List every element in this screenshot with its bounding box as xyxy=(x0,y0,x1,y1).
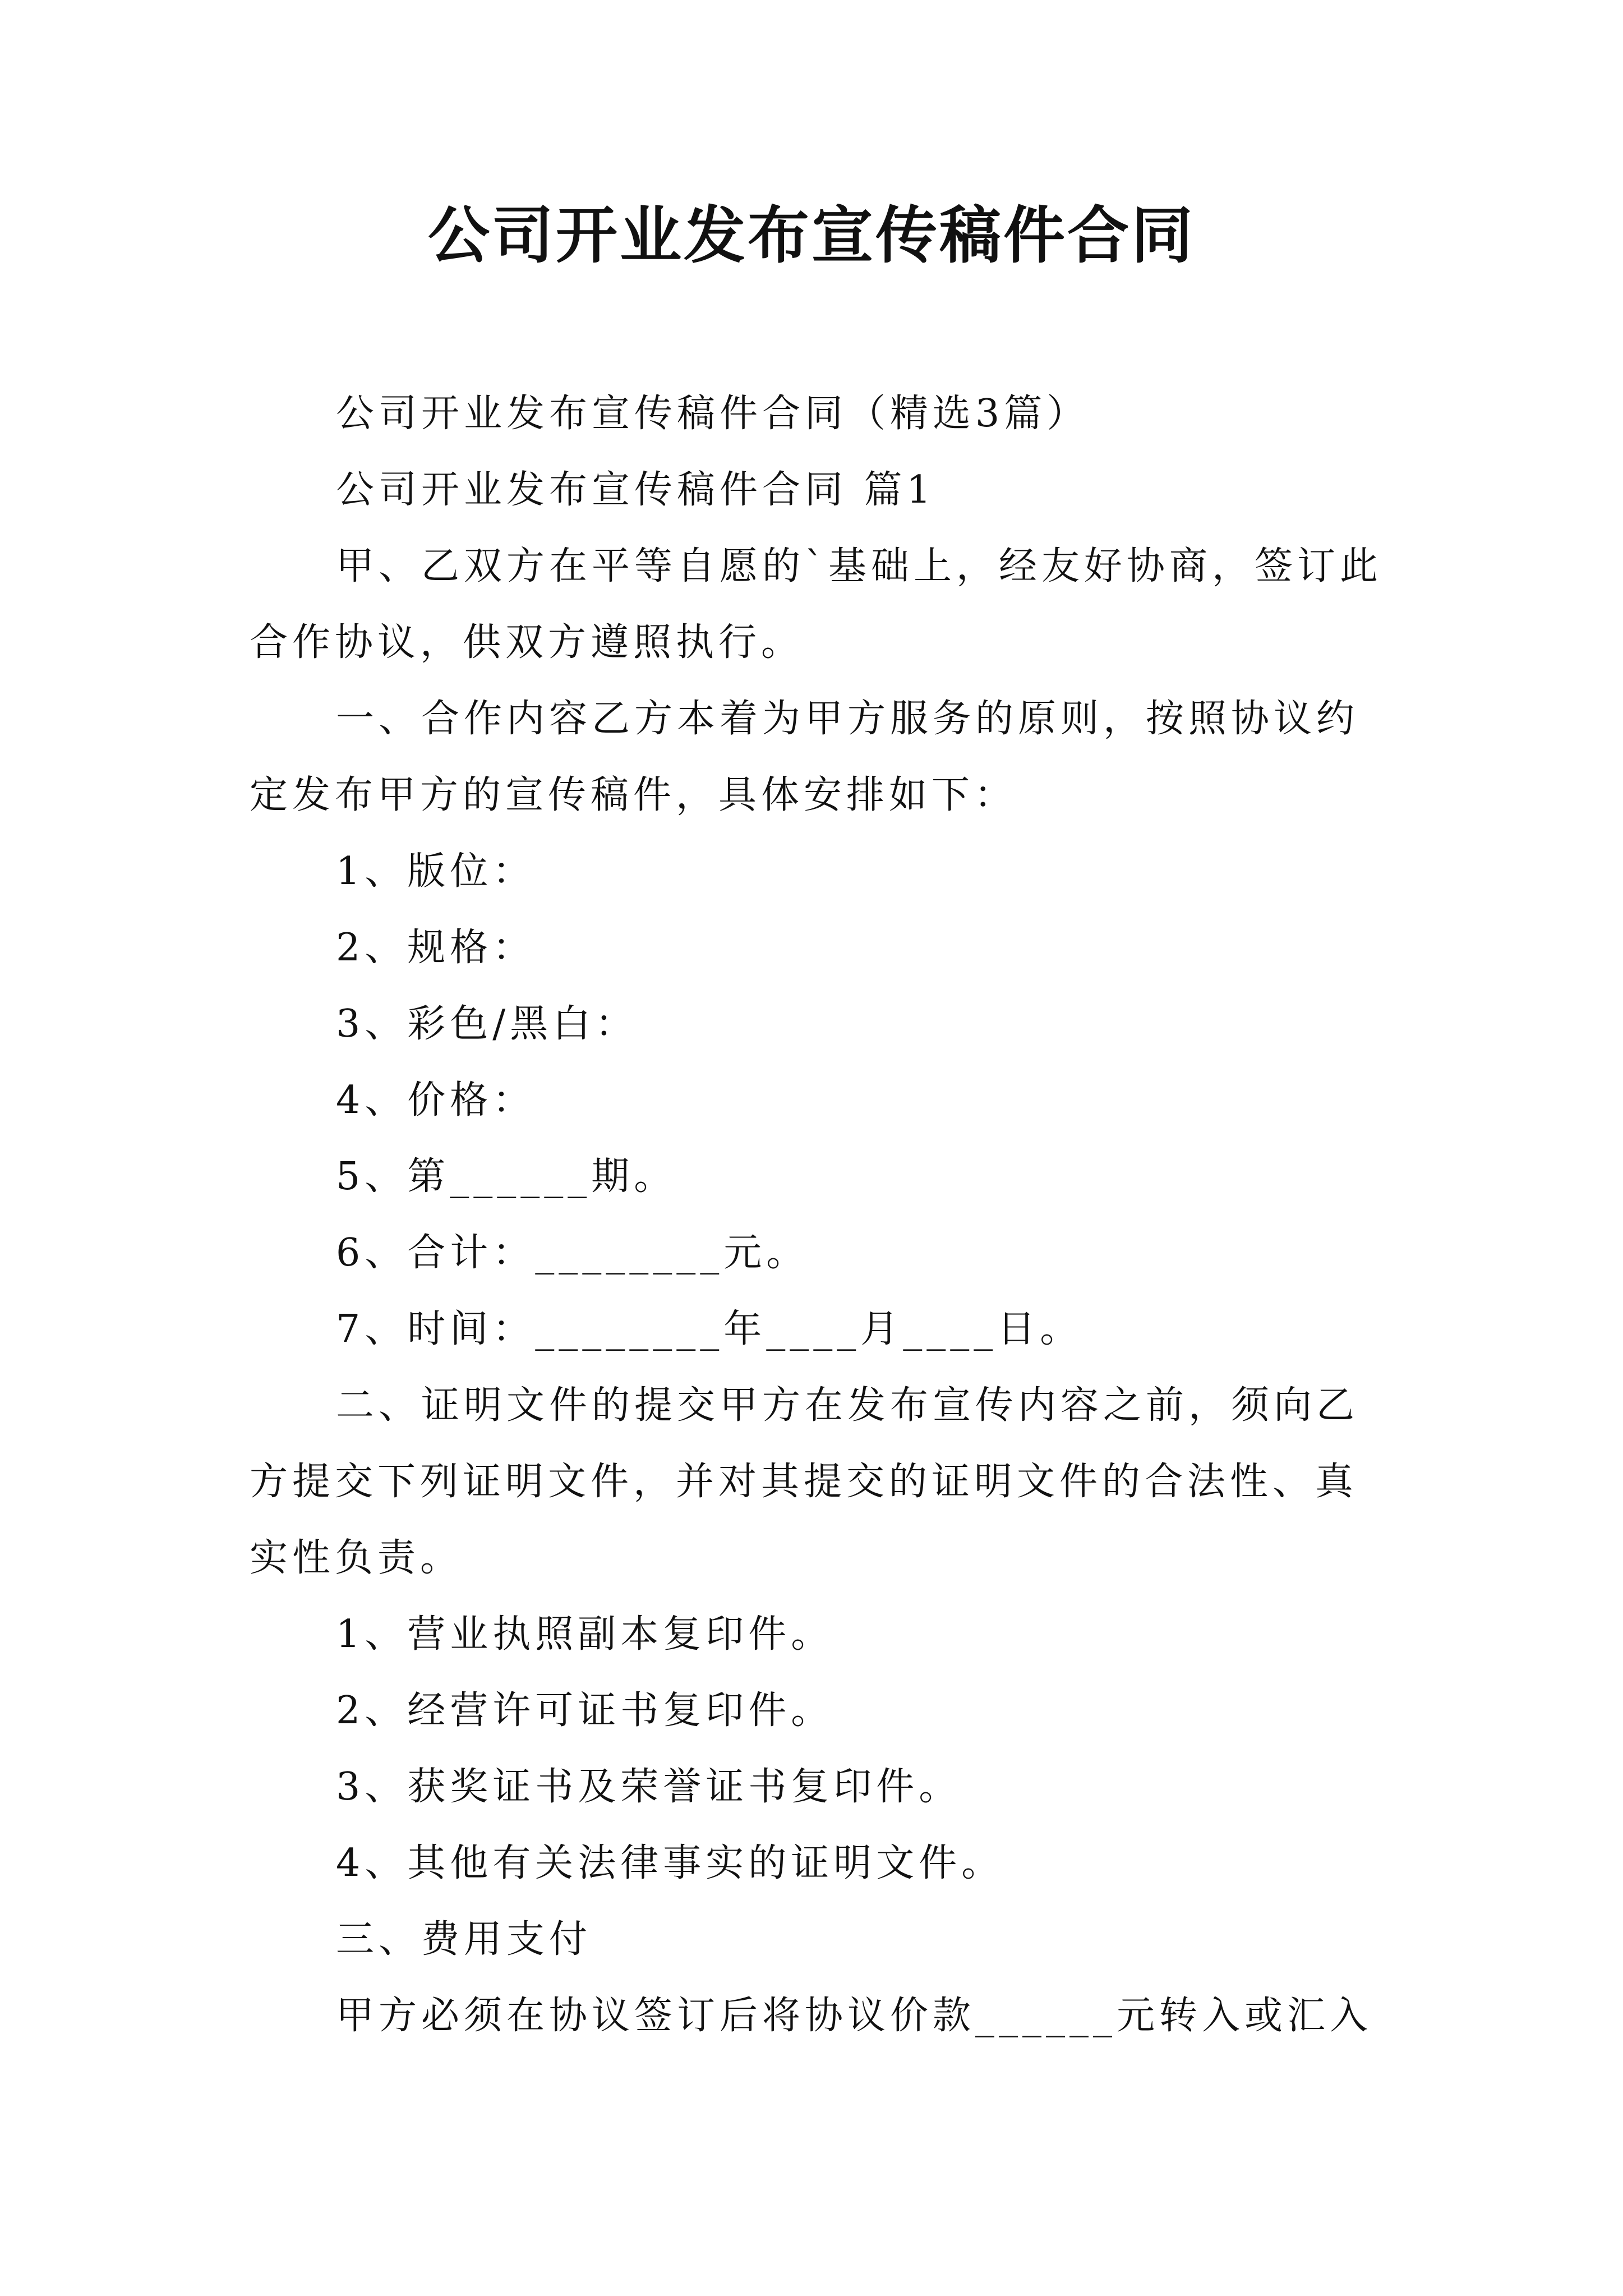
paragraph-clause-1: 一、合作内容乙方本着为甲方服务的原则，按照协议约定发布甲方的宣传稿件，具体安排如下： xyxy=(250,697,1359,817)
paragraph-subtitle: 公司开业发布宣传稿件合同（精选3篇） xyxy=(336,392,1090,436)
list-item-award-certificates: 3、获奖证书及荣誉证书复印件。 xyxy=(336,1765,962,1809)
list-item-business-license: 1、营业执照副本复印件。 xyxy=(336,1612,834,1657)
list-item-date: 7、时间：________年____月____日。 xyxy=(336,1307,1083,1351)
list-item-total: 6、合计：________元。 xyxy=(336,1231,809,1275)
document-title: 公司开业发布宣传稿件合同 xyxy=(428,200,1195,272)
paragraph-clause-2: 二、证明文件的提交甲方在发布宣传内容之前，须向乙方提交下列证明文件，并对其提交的证明文件的合法性、真实性负责。 xyxy=(250,1383,1359,1580)
list-item-operating-permit: 2、经营许可证书复印件。 xyxy=(336,1688,834,1733)
paragraph-payment: 甲方必须在协议签订后将协议价款______元转入或汇入 xyxy=(336,1994,1373,2038)
paragraph-clause-3-heading: 三、费用支付 xyxy=(336,1917,592,1962)
list-item-price: 4、价格： xyxy=(336,1078,536,1122)
list-item-other-documents: 4、其他有关法律事实的证明文件。 xyxy=(336,1841,1004,1885)
paragraph-section-heading: 公司开业发布宣传稿件合同 篇1 xyxy=(336,468,935,512)
list-item-layout-position: 1、版位： xyxy=(336,849,536,894)
list-item-specification: 2、规格： xyxy=(336,926,536,970)
list-item-color-mode: 3、彩色/黑白： xyxy=(336,1002,638,1046)
list-item-issue: 5、第______期。 xyxy=(336,1154,677,1199)
document-body xyxy=(250,376,1385,2054)
paragraph-preamble: 甲、乙双方在平等自愿的`基础上，经友好协商，签订此合作协议，供双方遵照执行。 xyxy=(250,544,1383,665)
